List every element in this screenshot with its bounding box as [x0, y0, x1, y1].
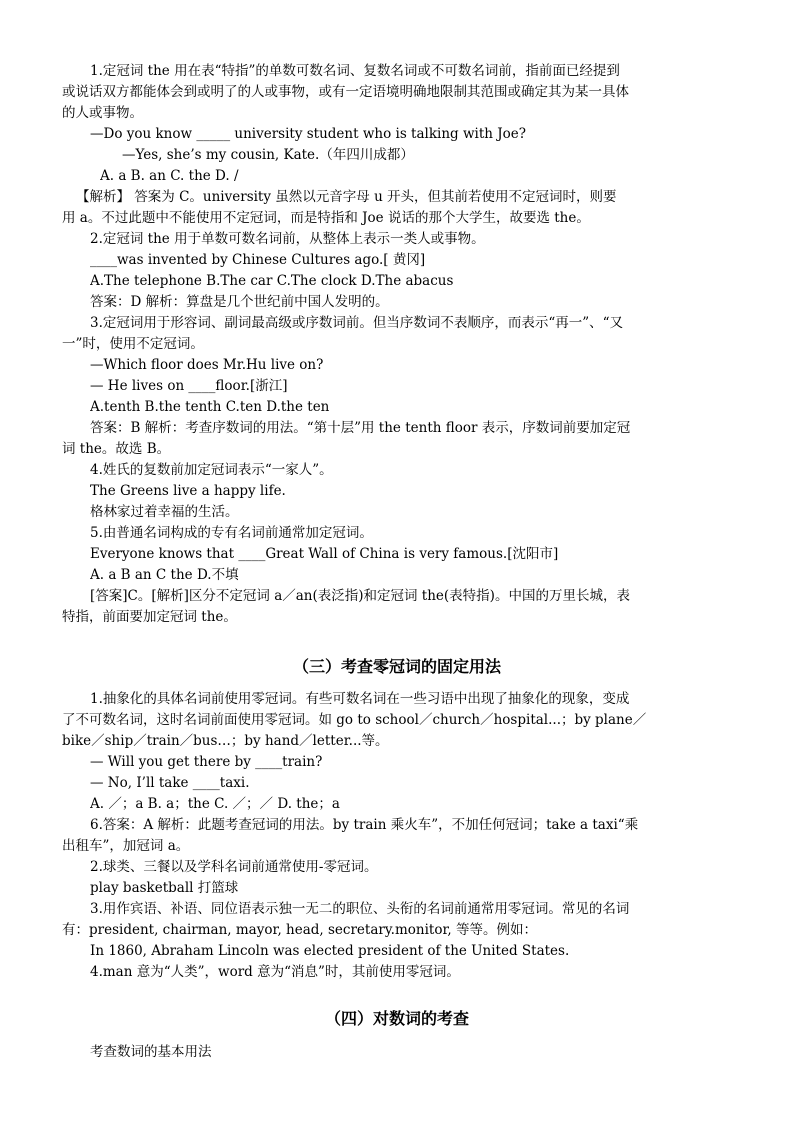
text-line: 了不可数名词，这时名词前面使用零冠词。如 go to school／church／hospital...；by plane／	[62, 712, 647, 728]
section-heading: （三）考查零冠词的固定用法	[292, 657, 501, 676]
text-line: 6.答案：A 解析：此题考查冠词的用法。by train 乘火车”，不加任何冠词；take a taxi“乘	[90, 817, 639, 833]
text-line: 2.定冠词 the 用于单数可数名词前，从整体上表示一类人或事物。	[90, 231, 485, 247]
text-line: bike／ship／train／bus…；by hand／letter...等。	[62, 733, 389, 749]
text-line: 考查数词的基本用法	[90, 1044, 212, 1060]
text-line: 【解析】 答案为 C。university 虽然以元音字母 u 开头，但其前若使用不定冠词时，则要	[76, 189, 617, 205]
text-line: 的人或事物。	[62, 105, 143, 121]
text-line: 或说话双方都能体会到或明了的人或事物，或有一定语境明确地限制其范围或确定其为某一具体	[62, 84, 629, 100]
text-line: —Yes, she’s my cousin, Kate.（年四川成都）	[122, 147, 414, 163]
text-line: 3.定冠词用于形容词、副词最高级或序数词前。但当序数词不表顺序，而表示“再一”、“又	[90, 315, 624, 331]
text-line: A. a B an C the D.不填	[90, 567, 239, 583]
text-line: 答案：B 解析：考查序数词的用法。“第十层”用 the tenth floor 表示，序数词前要加定冠	[90, 420, 631, 436]
text-line: 4.姓氏的复数前加定冠词表示“一家人”。	[90, 462, 333, 478]
text-line: Everyone knows that ____Great Wall of China is very famous.[沈阳市]	[90, 546, 559, 562]
text-line: 2.球类、三餐以及学科名词前通常使用-零冠词。	[90, 859, 378, 875]
text-line: 出租车”，加冠词 a。	[62, 838, 190, 854]
text-line: 一”时，使用不定冠词。	[62, 336, 204, 352]
text-line: ____was invented by Chinese Cultures ago.[ 黄冈]	[90, 252, 426, 268]
text-line: [答案]C。[解析]区分不定冠词 a／an(表泛指)和定冠词 the(表特指)。中国的万里长城，表	[90, 588, 630, 604]
text-line: 3.用作宾语、补语、同位语表示独一无二的职位、头衔的名词前通常用零冠词。常见的名词	[90, 901, 630, 917]
section-heading: （四）对数词的考查	[324, 1009, 469, 1028]
text-line: 5.由普通名词构成的专有名词前通常加定冠词。	[90, 525, 373, 541]
text-line: play basketball 打篮球	[90, 880, 239, 896]
text-line: 词 the。故选 B。	[62, 441, 171, 457]
text-line: 4.man 意为“人类”，word 意为“消息”时，其前使用零冠词。	[90, 964, 460, 980]
text-line: 1.抽象化的具体名词前使用零冠词。有些可数名词在一些习语中出现了抽象化的现象，变成	[90, 691, 630, 707]
text-line: — No, I’ll take ____taxi.	[90, 775, 250, 791]
text-line: In 1860, Abraham Lincoln was elected president of the United States.	[90, 943, 570, 959]
text-line: 用 a。不过此题中不能使用不定冠词，而是特指和 Joe 说话的那个大学生，故要选 the。	[62, 210, 590, 226]
text-line: — Will you get there by ____train?	[90, 754, 323, 770]
text-line: —Do you know _____ university student who is talking with Joe?	[90, 126, 527, 142]
text-line: —Which floor does Mr.Hu live on?	[90, 357, 324, 373]
text-line: 答案：D 解析：算盘是几个世纪前中国人发明的。	[90, 294, 389, 310]
text-line: A.The telephone B.The car C.The clock D.The abacus	[90, 273, 454, 289]
text-line: 特指，前面要加定冠词 the。	[62, 609, 237, 625]
text-line: The Greens live a happy life.	[90, 483, 286, 499]
text-line: 有：president, chairman, mayor, head, secretary.monitor, 等等。例如：	[62, 922, 537, 938]
text-line: A. a B. an C. the D. /	[100, 168, 239, 184]
text-line: — He lives on ____floor.[浙江]	[90, 378, 288, 394]
text-line: 格林家过着幸福的生活。	[90, 504, 239, 520]
text-line: A.tenth B.the tenth C.ten D.the ten	[90, 399, 330, 415]
text-line: 1.定冠词 the 用在表“特指”的单数可数名词、复数名词或不可数名词前，指前面已经提到	[90, 63, 620, 79]
text-line: A. ／；a B. a；the C. ／；／ D. the；a	[90, 796, 340, 812]
